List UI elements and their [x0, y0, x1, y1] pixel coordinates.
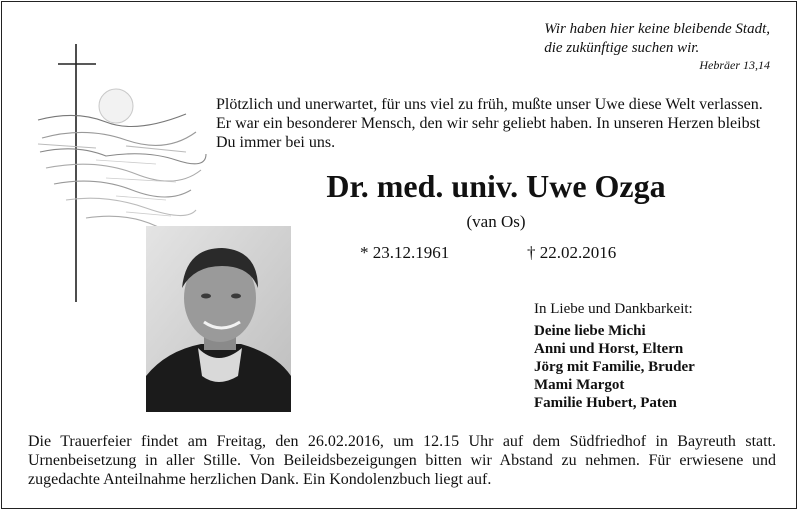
- intro-line-3: Du immer bei uns.: [216, 134, 336, 151]
- bible-quote: [544, 20, 770, 72]
- mourner-name: Mami Margot: [534, 377, 625, 393]
- mourner-name: Familie Hubert, Paten: [534, 395, 677, 411]
- deceased-name: Dr. med. univ. Uwe Ozga: [326, 168, 666, 204]
- mourner-name: Anni und Horst, Eltern: [534, 341, 684, 357]
- notice-line-1: Die Trauerfeier findet am Freitag, den 26.02.2016, um 12.15 Uhr auf dem Südfriedhof in Bayreuth statt.: [28, 433, 776, 450]
- quote-source: Hebräer 13,14: [699, 58, 770, 72]
- birth-date: * 23.12.1961: [360, 243, 450, 262]
- portrait-photo: [146, 226, 291, 412]
- mourner-name: Jörg mit Familie, Bruder: [534, 359, 695, 375]
- notice-line-3: zugedachte Anteilnahme herzlichen Dank. Ein Kondolenzbuch liegt auf.: [28, 471, 492, 488]
- hills-sketch: [38, 114, 206, 235]
- mourner-name: Deine liebe Michi: [534, 323, 646, 339]
- intro-line-1: Plötzlich und unerwartet, für uns viel zu früh, mußte unser Uwe diese Welt verlassen.: [216, 96, 763, 113]
- intro-text: [216, 95, 776, 152]
- death-date: † 22.02.2016: [527, 243, 617, 262]
- sun-icon: [99, 89, 133, 123]
- quote-line-1: Wir haben hier keine bleibende Stadt,: [544, 21, 770, 37]
- birth-name: (van Os): [466, 212, 526, 231]
- cross-icon: [58, 44, 96, 302]
- notice-line-2: Urnenbeisetzung in aller Stille. Von Beileidsbezeigungen bitten wir Abstand zu nehmen. Für erwiesene und: [28, 452, 776, 469]
- quote-line-2: die zukünftige suchen wir.: [544, 40, 700, 56]
- mourners-intro: In Liebe und Dankbarkeit:: [534, 301, 693, 317]
- intro-line-2: Er war ein besonderer Mensch, den wir sehr geliebt haben. In unseren Herzen bleibst: [216, 115, 761, 132]
- mourners-block: [534, 300, 695, 412]
- funeral-notice: [28, 432, 776, 489]
- shading-strokes: [96, 160, 176, 216]
